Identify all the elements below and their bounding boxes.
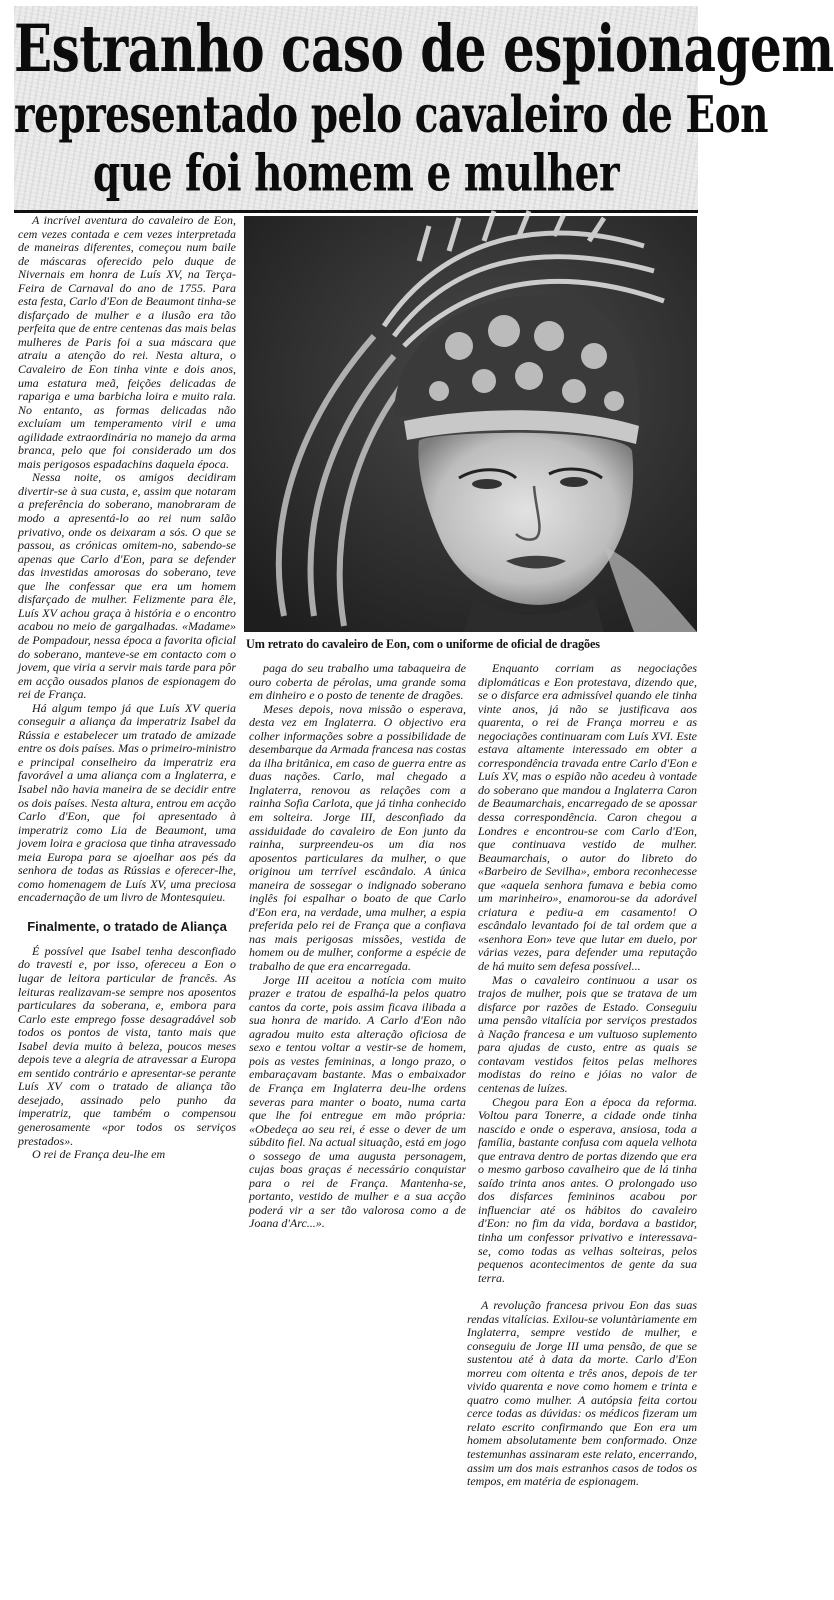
headline-line-1: Estranho caso de espionagem: [14, 10, 834, 87]
portrait-photo: [244, 216, 697, 632]
paragraph: Chegou para Eon a época da reforma. Voltou para Tonerre, a cidade onde tinha nascido e onde o esperava, ansiosa, toda a família, bastante confusa com aquela velhota que entrava dentro de portas dizendo que era o mesmo garboso cavalheiro que de lá tinha saído trinta anos antes. O prolongado uso dos disfarces femininos acabou por influenciar até os hábitos do cavaleiro d'Eon: no fim da vida, bordava a bastidor, tinha um confessor privativo e interessava-se, como todas as velhas solteiras, pelos pequenos acontecimentos de gente da sua terra.: [478, 1094, 697, 1285]
paragraph: Nessa noite, os amigos decidiram divertir-se à sua custa, e, assim que notaram a preferência do soberano, manobraram de modo a apresentá-lo ao rei num salão privativo, onde os deixaram a sós. O que se passou, as crónicas omitem-no, sabendo-se apenas que Carlo d'Eon, para se defender das investidas amorosas do soberano, teve que lhe confessar que era um homem disfarçado de mulher. Felizmente para êle, Luís XV achou graça à história e o encontro acabou no meio de gargalhadas. «Madame» de Pompadour, nessa época a favorita oficial do soberano, manteve-se em contacto com o jovem, que viria a servir mais tarde para pôr em acção ousados planos de espionagem do rei de França.: [18, 470, 236, 702]
section-subheading: Finalmente, o tratado de Aliança: [27, 918, 227, 934]
headline-line-2: representado pelo cavaleiro de Eon: [14, 84, 769, 145]
paragraph: A incrível aventura do cavaleiro de Eon, cem vezes contada e cem vezes interpretada de maneiras diferentes, começou num baile de máscaras oferecido pelo duque de Nivernais em honra de Luís XV, na Terça-Feira de Carnaval do ano de 1755. Para esta festa, Carlo d'Eon de Beaumont tinha-se disfarçado de mulher e a ilusão era tão perfeita que de entre centenas das mais belas mulheres de Paris foi a sua máscara que atraiu a atenção do rei. Nesta altura, o Cavaleiro de Eon tinha vinte e dois anos, uma estatura meã, feições delicadas de rapariga e uma barbicha loira e muito rala. No entanto, as formas delicadas não excluíam um temperamento viril e uma agilidade extraordinária no manejo da arma branca, pelo que foi considerado um dos mais perigosos espadachins daquela época.: [18, 213, 236, 471]
paragraph: Meses depois, nova missão o esperava, desta vez em Inglaterra. O objectivo era colher informações sobre a possibilidade de desembarque da Armada francesa nas costas da ilha britânica, em caso de guerra entre as duas nações. Carlo, mal chegado a Inglaterra, renovou as relações com a rainha Sofia Carlota, que já tinha conhecido em solteira. Jorge III, desconfiado da assiduidade do cavaleiro de Eon junto da rainha, surpreendeu-os um dia nos aposentos particulares da mulher, o que originou um terrível escândalo. A única maneira de sossegar o indignado soberano inglês foi espalhar o boato de que Carlo d'Eon era, na verdade, uma mulher, a espia preferida pelo rei de França que a confiava nas mais perigosas missões, vestida de homem ou de mulher, conforme a espécie de trabalho de que era encarregada.: [249, 701, 466, 974]
paragraph: Enquanto corriam as negociações diplomáticas e Eon protestava, dizendo que, se o disfarce era admissível quando ele tinha vinte anos, já não se justificava aos quarenta, o rei de França morreu e as negociações continuaram com Luís XVI. Este estava altamente interessado em obter a correspondência travada entre Carlo d'Eon e Luís XV, mas o espião não acedeu à vontade do soberano que mandou a Inglaterra Caron de Beaumarchais, encarregado de se apossar dessa correspondência. Caron chegou a Londres e encontrou-se com Carlo d'Eon, que continuava vestido de mulher. Beaumarchais, o autor do libreto do «Barbeiro de Sevilha», embora reconhecesse que «aquela senhora fumava e bebia como um marinheiro», enamorou-se da adorável criatura e pediu-a em casamento! O escândalo levantado foi de tal ordem que a «senhora Eon» teve que lutar em duelo, por várias vezes, para defender uma reputação de há muito sem defesa possível...: [478, 661, 697, 974]
article-column-2: [249, 662, 466, 1231]
headline-line-3: que foi homem e mulher: [92, 143, 620, 204]
article-column-3: [478, 662, 697, 1285]
photo-caption: Um retrato do cavaleiro de Eon, com o uniforme de oficial de dragões: [246, 637, 600, 651]
headline-block: [14, 6, 834, 213]
paragraph: Há algum tempo já que Luís XV queria conseguir a aliança da imperatriz Isabel da Rússia e estabelecer um tratado de amizade entre os dois países. Mas o primeiro-ministro e principal conselheiro da imperatriz era favorável a uma aliança com a Inglaterra, e Isabel não havia maneira de se decidir entre os dois países. Nesta altura, entrou em acção Carlo d'Eon, que foi apresentado à imperatriz como Lia de Beaumont, uma jovem loira e graciosa que tinha atravessado meia Europa para se ajoelhar aos pés da senhora de todas as Rússias e oferecer-lhe, como homenagem de Luís XV, uma preciosa encadernação de um livro de Montesquieu.: [18, 700, 236, 905]
paragraph: O rei de França deu-lhe em: [32, 1147, 166, 1162]
paragraph: É possível que Isabel tenha desconfiado do travesti e, por isso, ofereceu a Eon o lugar de leitora particular de francês. As leituras realizavam-se sempre nos aposentos particulares da soberana, e, embora para Carlo este emprego fosse desagradável sob todos os pontos de vista, tanto mais que Isabel devia muito à beleza, poucos meses depois teve a alegria de atravessar a Europa em sentido contrário e apresentar-se perante Luís XV com o tratado de aliança tão desejado, assinado pelo punho da imperatriz, que também o compensou generosamente «por todos os serviços prestados».: [18, 943, 236, 1148]
portrait-illustration: [244, 216, 697, 632]
paragraph: paga do seu trabalho uma tabaqueira de ouro coberta de pérolas, uma grande soma em dinheiro e o posto de tenente de dragões.: [249, 661, 466, 703]
paragraph: Jorge III aceitou a notícia com muito prazer e tratou de espalhá-la pelos quatro cantos da corte, pois assim ficava ilibada a sua honra de marido. A Carlo d'Eon não agradou muito esta alteração oficiosa de sexo e tentou voltar a vestir-se de homem, pois as vestes femininas, a longo prazo, o embaraçavam bastante. Mas o embaixador de França em Inglaterra deu-lhe ordens severas para manter o boato, numa carta que lhe foi entregue em mão própria: «Obedeça ao seu rei, é esse o dever de um súbdito fiel. Na actual situação, está em jogo o sossego de uma augusta personagem, cujas boas graças é necessário conquistar para o rei de França. Mantenha-se, portanto, vestido de mulher e a sua acção poderá vir a ser tão valorosa como a de Joana d'Arc...».: [249, 972, 466, 1231]
article-column-4: [467, 1299, 697, 1489]
paragraph: A revolução francesa privou Eon das suas rendas vitalícias. Exilou-se voluntàriamente em Inglaterra, sempre vestido de mulher, e conseguiu de Jorge III uma pensão, de que se sustentou até à data da morte. Carlo d'Eon morreu com oitenta e três anos, depois de ter vivido quarenta e nove como homem e trinta e quatro como mulher. A autópsia feita cortou cerce todas as dúvidas: os médicos fizeram um relato escrito confirmando que Eon era um homem absolutamente bem conformado. Onze testemunhas assinaram este relato, encerrando, assim um dos mais estranhos casos de todos os tempos, em matéria de espionagem.: [467, 1298, 697, 1489]
paragraph: Mas o cavaleiro continuou a usar os trajos de mulher, pois que se tratava de um disfarce por razões de Estado. Conseguiu uma pensão vitalícia por serviços prestados à Nação francesa e um vultuoso suplemento para ajudas de custo, entre as quais se contavam vestidos feitos pelas melhores modistas do reino e jóias no valor de centenas de luízes.: [478, 972, 697, 1095]
article-column-1: [18, 214, 236, 1162]
